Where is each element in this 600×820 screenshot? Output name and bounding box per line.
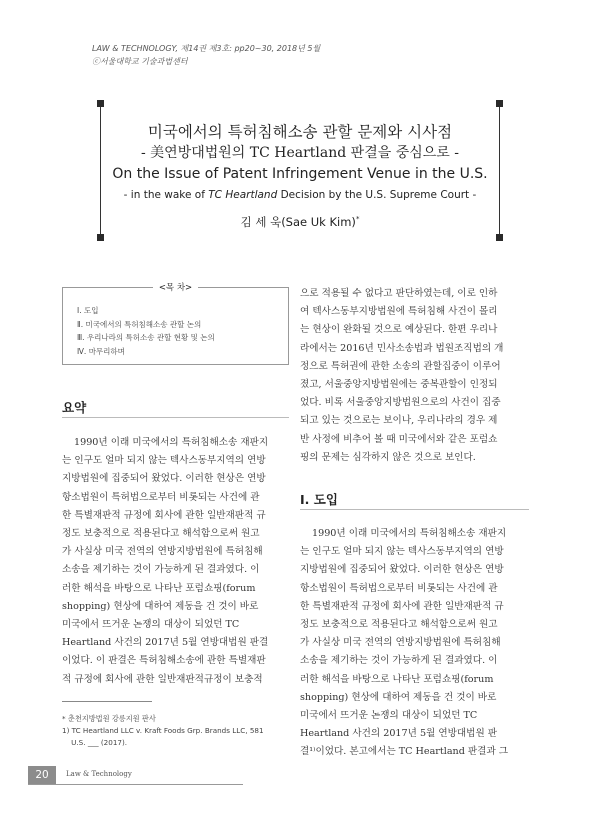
corner-square-decoration: [97, 234, 104, 241]
abstract-divider: [62, 417, 289, 418]
korean-subtitle: - 美연방대법원의 TC Heartland 판결을 중심으로 -: [141, 145, 459, 161]
abstract-heading: 요약: [62, 400, 87, 415]
toc-item: Ⅱ. 미국에서의 특허침해소송 관할 논의: [77, 319, 202, 329]
footnotes: [62, 713, 264, 749]
toc-item: Ⅳ. 마무리하며: [77, 346, 125, 356]
toc-item: Ⅲ. 우리나라의 특허소송 관할 현황 및 논의: [77, 333, 215, 342]
author-name: 김 세 욱(Sae Uk Kim)*: [240, 215, 360, 229]
table-of-contents: [62, 283, 289, 365]
footer-divider: [28, 784, 243, 785]
abstract-continued: 으로 적용될 수 없다고 판단하였는데, 이로 인하 여 텍사스동부지방법원에 특허침해 사건이 몰리 는 현상이 완화될 것으로 예상된다. 한편 우리나 라에서는 2016년 민사소송법과 법원조직법의 개 정으로 특허권에 관한 소송의 관할집중이 이루어 졌고, 서울중앙지방법원에는 중복관할이 인정되 었다. 비록 서울중앙지방법원으로의 사건이 집중 되고 있는 것으로는 보이나, 우리나라의 경우 제 반 사정에 비추어 볼 때 미국에서와 같은 포럼쇼 핑의 문제는 심각하지 않은 것으로 보인다.: [300, 288, 504, 463]
english-title: On the Issue of Patent Infringement Venue in the U.S.: [112, 166, 488, 182]
journal-citation: LAW & TECHNOLOGY, 제14권 제3호: pp20~30, 2018년 5월: [92, 44, 321, 53]
toc-list: [77, 304, 215, 358]
english-subtitle: - in the wake of TC Heartland Decision by the U.S. Supreme Court -: [123, 189, 477, 201]
section-divider: [300, 509, 529, 510]
footnote-citation-cont: U.S. ___ (2017).: [62, 738, 128, 747]
footnote-citation: 1) TC Heartland LLC v. Kraft Foods Grp. Brands LLC, 581: [62, 726, 264, 735]
copyright-notice: ⓒ서울대학교 기술과법센터: [92, 57, 188, 66]
abstract-body: 1990년 이래 미국에서의 특허침해소송 재판지 는 인구도 얼마 되지 않는 텍사스동부지역의 연방 지방법원에 집중되어 왔었다. 이러한 현상은 연방 항소법원이 특허법으로부터 비롯되는 사건에 관 한 특별재판적 규정에 회사에 관한 일반재판적 규 정도 보충적으로 적용된다고 해석함으로써 원고 가 사실상 미국 전역의 연방지방법원에 특허침해 소송을 제기하는 것이 가능하게 된 결과였다. 이 러한 해석을 바탕으로 나타난 포럼쇼핑(forum shopping) 현상에 대하여 제동을 건 것이 바로 미국에서 뜨거운 논쟁의 대상이 되었던 TC Heartland 사건의 2017년 5월 연방대법원 판결 이었다. 이 판결은 특허침해소송에 관한 특별재판 적 규정에 회사에 관한 일반재판적규정이 보충적: [62, 437, 269, 685]
toc-heading: <목 차>: [63, 281, 288, 293]
footnote-divider: [62, 701, 152, 702]
korean-title: 미국에서의 특허침해소송 관할 문제와 시사점: [147, 123, 453, 141]
footer-journal-title: Law & Technology: [66, 770, 132, 778]
corner-square-decoration: [496, 234, 503, 241]
journal-header: [92, 42, 320, 68]
section-heading-introduction: Ⅰ. 도입: [300, 492, 338, 507]
footnote-author: * 춘천지방법원 강릉지원 판사: [62, 714, 156, 723]
introduction-body: 1990년 이래 미국에서의 특허침해소송 재판지 는 인구도 얼마 되지 않는 텍사스동부지역의 연방 지방법원에 집중되어 왔었다. 이러한 현상은 연방 항소법원이 특허법으로부터 비롯되는 사건에 관 한 특별재판적 규정에 회사에 관한 일반재판적 규 정도 보충적으로 적용된다고 해석함으로써 원고 가 사실상 미국 전역의 연방지방법원에 특허침해 소송을 제기하는 것이 가능하게 된 결과였다. 이 러한 해석을 바탕으로 나타난 포럼쇼핑(forum shopping) 현상에 대하여 제동을 건 것이 바로 미국에서 뜨거운 논쟁의 대상이 되었던 TC Heartland 사건의 2017년 5월 연방대법원 판 결¹⁾이었다. 본고에서는 TC Heartland 판결과 그: [300, 528, 509, 758]
title-box: [100, 104, 500, 237]
toc-item: Ⅰ. 도입: [77, 306, 99, 315]
page-number: 20: [28, 766, 56, 784]
